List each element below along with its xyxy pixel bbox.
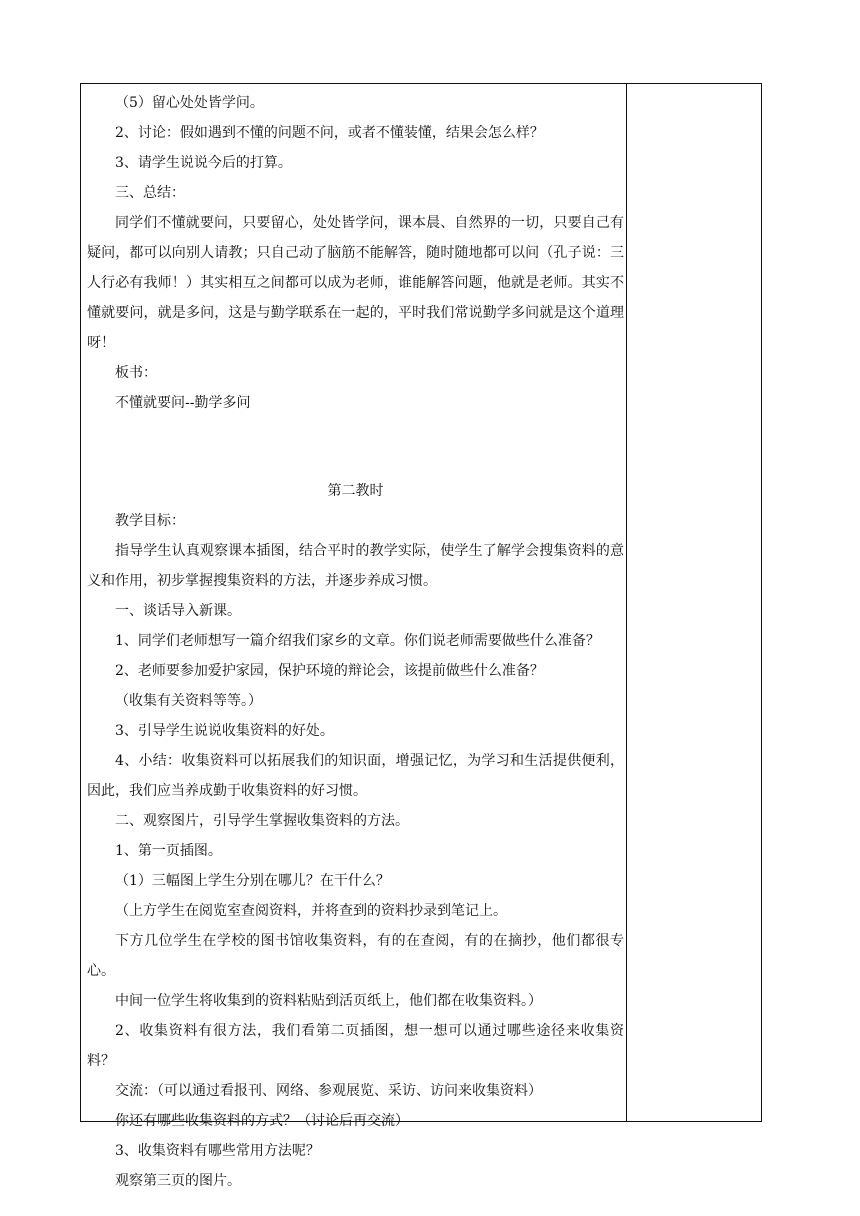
paragraph: 2、收集资料有很方法，我们看第二页插图，想一想可以通过哪些途径来收集资料？ <box>87 1023 624 1069</box>
blank-line <box>87 432 624 462</box>
paragraph: 教学目标： <box>115 513 185 529</box>
paragraph: （上方学生在阅览室查阅资料，并将查到的资料抄录到笔记上。 <box>115 903 507 919</box>
paragraph: 二、观察图片，引导学生掌握收集资料的方法。 <box>115 813 409 829</box>
paragraph: 2、讨论：假如遇到不懂的问题不问，或者不懂装懂，结果会怎么样？ <box>115 125 544 141</box>
paragraph: 1、第一页插图。 <box>115 843 222 859</box>
paragraph: 观察第三页的图片。 <box>115 1173 241 1189</box>
column-divider <box>626 84 627 1121</box>
paragraph: 交流：（可以通过看报刊、网络、参观展览、采访、访问来收集资料） <box>115 1083 542 1099</box>
paragraph: 中间一位学生将收集到的资料粘贴到活页纸上，他们都在收集资料。） <box>115 993 542 1009</box>
paragraph: 2、老师要参加爱护家园，保护环境的辩论会，该提前做些什么准备？ <box>115 663 544 679</box>
paragraph: 同学们不懂就要问，只要留心，处处皆学问，课本晨、自然界的一切，只要自己有疑问，都可以向别人请教；只自己动了脑筋不能解答，随时随地都可以问（孔子说：三人行必有我师！）其实相互之间都可以成为老师，谁能解答问题，他就是老师。其实不懂就要问，就是多问，这是与勤学联系在一起的，平时我们常说勤学多问就是这个道理呀！ <box>87 215 624 351</box>
section-heading: 第二教时 <box>327 483 384 499</box>
paragraph: （5）留心处处皆学问。 <box>115 95 264 111</box>
paragraph: 1、同学们老师想写一篇介绍我们家乡的文章。你们说老师需要做些什么准备？ <box>115 633 600 649</box>
paragraph: 4、小结：收集资料可以拓展我们的知识面，增强记忆，为学习和生活提供便利，因此，我们应当养成勤于收集资料的好习惯。 <box>87 753 624 799</box>
paragraph: 板书： <box>115 365 157 381</box>
paragraph: 3、收集资料有哪些常用方法呢？ <box>115 1143 320 1159</box>
paragraph: 你还有哪些收集资料的方式？（讨论后再交流） <box>115 1113 409 1129</box>
paragraph: （收集有关资料等等。） <box>115 693 262 709</box>
lesson-content <box>87 88 624 1196</box>
paragraph: 3、引导学生说说收集资料的好处。 <box>115 723 334 739</box>
paragraph: 指导学生认真观察课本插图，结合平时的教学实际，使学生了解学会搜集资料的意义和作用，初步掌握搜集资料的方法，并逐步养成习惯。 <box>87 543 624 589</box>
paragraph: （1）三幅图上学生分别在哪儿？在干什么？ <box>115 873 390 889</box>
paragraph: 一、谈话导入新课。 <box>115 603 241 619</box>
lesson-plan-table <box>80 83 762 1189</box>
paragraph: 下方几位学生在学校的图书馆收集资料，有的在查阅，有的在摘抄，他们都很专心。 <box>87 933 624 979</box>
paragraph: 不懂就要问--勤学多问 <box>115 395 251 411</box>
paragraph: 三、总结： <box>115 185 185 201</box>
paragraph: 3、请学生说说今后的打算。 <box>115 155 292 171</box>
